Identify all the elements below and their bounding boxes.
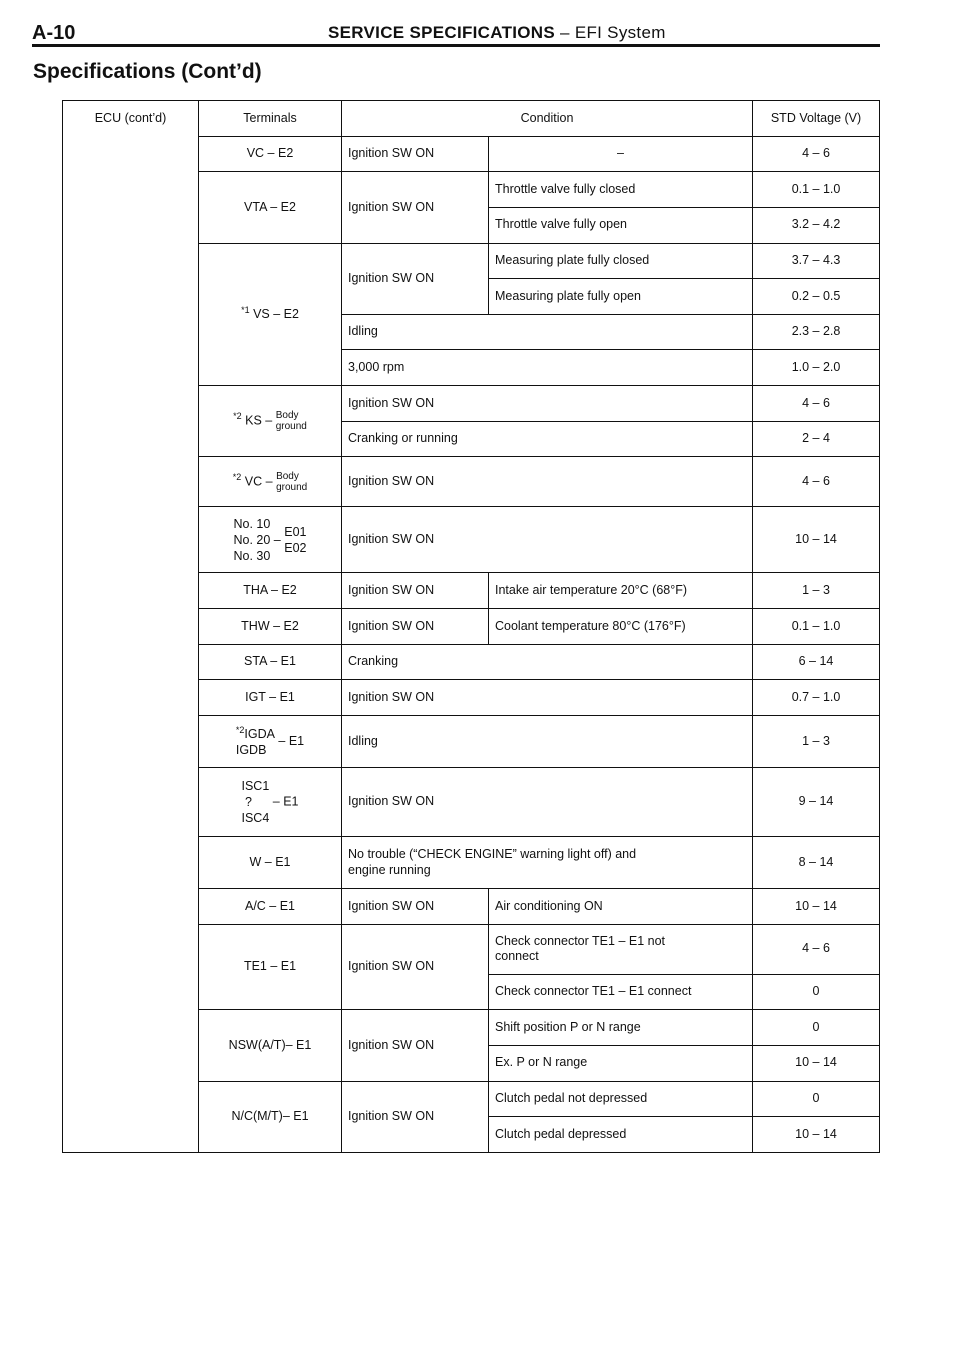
voltage-cell: 10 – 14 [753,889,880,925]
terminal-ac-e1: A/C – E1 [199,889,342,925]
condition-cell: Cranking [342,644,753,680]
terminal-vc-e2: VC – E2 [199,136,342,172]
voltage-cell: 0.7 – 1.0 [753,680,880,716]
voltage-cell: 3.7 – 4.3 [753,243,880,279]
terminal-sta-e1: STA – E1 [199,644,342,680]
voltage-cell: 2.3 – 2.8 [753,314,880,350]
condition-cell: Check connector TE1 – E1 not connect [489,924,753,974]
voltage-cell: 1.0 – 2.0 [753,350,880,386]
terminal-vs-e2: $^{*1}$ VS – E2 [199,243,342,386]
terminal-w-e1: W – E1 [199,837,342,889]
condition-cell: Ignition SW ON [342,1081,489,1152]
condition-cell: Ignition SW ON [342,136,489,172]
condition-cell: Ignition SW ON [342,1010,489,1081]
terminal-igt-e1: IGT – E1 [199,680,342,716]
terminal-ks-body-ground: $^{*2}$ KS – Body ground [199,386,342,457]
terminal-thw-e2: THW – E2 [199,609,342,645]
voltage-cell: 1 – 3 [753,716,880,768]
voltage-cell: 9 – 14 [753,767,880,836]
voltage-cell: 4 – 6 [753,457,880,507]
page-header [32,20,880,46]
terminal-igda-igdb-e1: $^{*2}$IGDA IGDB – E1 [199,716,342,768]
voltage-cell: 0.2 – 0.5 [753,279,880,315]
condition-cell: 3,000 rpm [342,350,753,386]
condition-cell: Ignition SW ON [342,767,753,836]
voltage-cell: 1 – 3 [753,573,880,609]
condition-cell: Measuring plate fully open [489,279,753,315]
condition-cell: Clutch pedal not depressed [489,1081,753,1117]
voltage-cell: 4 – 6 [753,136,880,172]
condition-cell: Ignition SW ON [342,609,489,645]
voltage-cell: 6 – 14 [753,644,880,680]
terminal-te1-e1: TE1 – E1 [199,924,342,1010]
condition-cell: Shift position P or N range [489,1010,753,1046]
voltage-cell: 0 [753,1081,880,1117]
terminal-no-e0: No. 10 No. 20 – No. 30 E01 E02 [199,507,342,573]
header-terminals: Terminals [199,101,342,137]
title-sub: – EFI System [555,23,666,42]
condition-cell: Throttle valve fully open [489,207,753,243]
table-header-row [63,101,880,137]
voltage-cell: 10 – 14 [753,1117,880,1153]
header-voltage: STD Voltage (V) [753,101,880,137]
condition-cell: Ignition SW ON [342,680,753,716]
voltage-cell: 0.1 – 1.0 [753,609,880,645]
condition-cell: Idling [342,314,753,350]
header-rule [32,44,880,47]
condition-cell: Ignition SW ON [342,889,489,925]
terminal-nc-e1: N/C(M/T)– E1 [199,1081,342,1152]
terminal-vta-e2: VTA – E2 [199,172,342,243]
condition-cell: Clutch pedal depressed [489,1117,753,1153]
condition-cell: Coolant temperature 80°C (176°F) [489,609,753,645]
ecu-label-cell: ECU (cont’d) [63,101,199,1153]
condition-cell: Intake air temperature 20°C (68°F) [489,573,753,609]
voltage-cell: 4 – 6 [753,924,880,974]
condition-cell: Check connector TE1 – E1 connect [489,974,753,1010]
title-main: SERVICE SPECIFICATIONS [328,23,556,42]
terminal-nsw-e1: NSW(A/T)– E1 [199,1010,342,1081]
voltage-cell: 4 – 6 [753,386,880,422]
terminal-tha-e2: THA – E2 [199,573,342,609]
condition-cell: No trouble (“CHECK ENGINE” warning light off) and engine running [342,837,753,889]
spec-table [62,100,880,1153]
condition-cell: Ignition SW ON [342,243,489,314]
voltage-cell: 10 – 14 [753,507,880,573]
condition-cell: Ignition SW ON [342,507,753,573]
voltage-cell: 2 – 4 [753,421,880,457]
condition-cell: Measuring plate fully closed [489,243,753,279]
voltage-cell: 8 – 14 [753,837,880,889]
condition-cell: Idling [342,716,753,768]
terminal-isc-e1: ISC1 ? ISC4 – E1 [199,767,342,836]
condition-cell: Ignition SW ON [342,172,489,243]
condition-cell: Ignition SW ON [342,573,489,609]
condition-cell: – [489,136,753,172]
voltage-cell: 3.2 – 4.2 [753,207,880,243]
terminal-vc-body-ground: $^{*2}$ VC – Body ground [199,457,342,507]
condition-cell: Ex. P or N range [489,1045,753,1081]
condition-cell: Throttle valve fully closed [489,172,753,208]
header-condition: Condition [342,101,753,137]
voltage-cell: 0.1 – 1.0 [753,172,880,208]
voltage-cell: 0 [753,1010,880,1046]
voltage-cell: 10 – 14 [753,1045,880,1081]
condition-cell: Cranking or running [342,421,753,457]
page-title [328,23,666,43]
condition-cell: Ignition SW ON [342,924,489,1010]
condition-cell: Air conditioning ON [489,889,753,925]
section-title: Specifications (Cont’d) [33,60,262,83]
page-number: A-10 [32,22,76,44]
condition-cell: Ignition SW ON [342,457,753,507]
voltage-cell: 0 [753,974,880,1010]
condition-cell: Ignition SW ON [342,386,753,422]
